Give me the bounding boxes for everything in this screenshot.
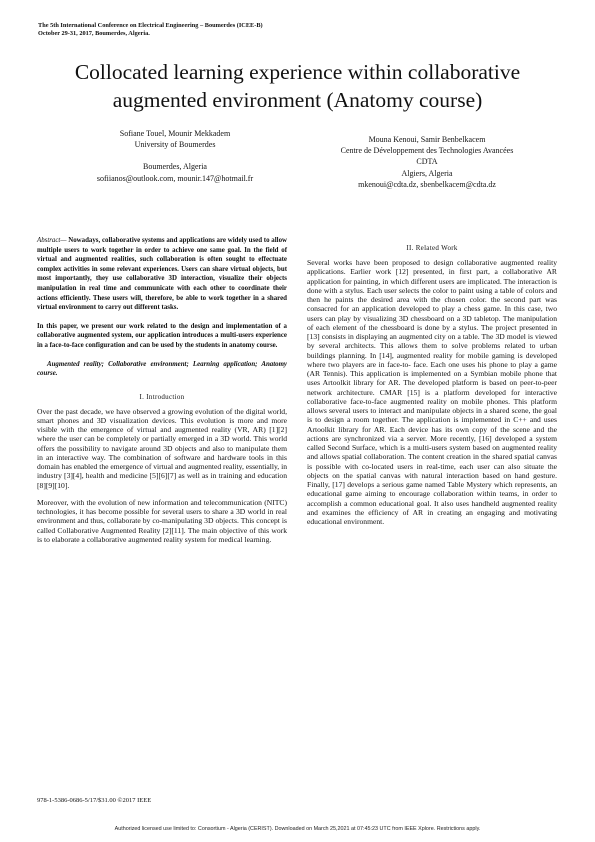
author-names: Sofiane Touel, Mounir Mekkadem [119, 129, 231, 138]
author-emails: mkenoui@cdta.dz, sbenbelkacem@cdta.dz [358, 179, 496, 189]
section-heading-introduction: I. Introduction [139, 392, 185, 401]
author-affiliation: University of Boumerdes [134, 140, 216, 150]
right-column [307, 244, 557, 534]
conference-dates: October 29-31, 2017, Boumerdes, Algeria. [38, 30, 150, 37]
left-column [37, 236, 287, 552]
author-org: CDTA [416, 157, 438, 167]
abstract [37, 236, 287, 313]
intro-paragraph-1: Over the past decade, we have observed a growing evolution of the digital world, smart phones and 3D visualization devices. This evolution is more and more visible with the emergence of virtual and augmented reality (VR, AR) [1][2] where the user can be completely or partially emerged in a 3D world. This world offers the possibility to navigate around 3D objects and also to manipulate them in an interactive way. The combination of software and hardware tools in this domain has enabled the emergence of virtual and augmented reality, essentially, in industry [3][4], health and medicine [5][6][7] as well as in training and education [8][9][10]. [37, 406, 288, 490]
author-affiliation: Centre de Développement des Technologies Avancées [340, 146, 514, 156]
title-line-2: augmented environment (Anatomy course) [112, 88, 483, 112]
license-notice: Authorized licensed use limited to: Consortium - Algeria (CERIST). Downloaded on March 25,2021 at 07:45:23 UTC from IEEE Xplore. Restrictions apply. [114, 826, 481, 832]
paper-title [40, 58, 555, 114]
copyright-line: 978-1-5386-0686-5/17/$31.00 ©2017 IEEE [37, 797, 152, 804]
title-line-1: Collocated learning experience within collaborative [74, 60, 521, 84]
intro-paragraph-2: Moreover, with the evolution of new information and telecommunication (NITC) technologies, it has become possible for several users to share a 3D world in real environment and thus, collaborate by co-manipulating 3D objects. This concept is called Collaborative Augmented Reality [2][11]. The main objective of this work is to elaborate a collaborative augmented reality system for medical learning. [37, 497, 287, 544]
author-block-left [60, 128, 290, 184]
section-heading-related-work: II. Related Work [406, 244, 458, 252]
conference-name: The 5th International Conference on Electrical Engineering – Boumerdes (ICEE-B) [38, 22, 263, 29]
author-block-right [312, 134, 542, 190]
keywords: Augmented reality; Collaborative environment; Learning application; Anatomy course. [37, 360, 287, 378]
abstract-lead: Abstract— [37, 237, 67, 244]
author-emails: sofiianos@outlook.com, mounir.147@hotmail.fr [96, 173, 254, 183]
abstract-paragraph-2: In this paper, we present our work related to the design and implementation of a collaborative augmented system, our application introduces a multi-users experience in a face-to-face configuration and can be used by the students in anatomy course. [37, 322, 287, 349]
author-location: Boumerdes, Algeria [143, 162, 207, 172]
author-names: Mouna Kenoui, Samir Benbelkacem [368, 135, 486, 144]
related-work-paragraph: Several works have been proposed to design collaborative augmented reality applications. Earlier work [12] presented, in first part, a collaborative AR application for painting, in which different users are implicated. The interaction is done with a stylus. Each user selects the color to paint using a table of colors and then he paints the desired area with the chosen color. the second part was consacred for an application developed to play a chess game. In this case, two users can play by visualizing 3D chessboard on a 3D tabletop. The manipulation of each element of the chessboard is done by a stylus. The project presented in [13] consists in displaying an augmented city on a table. The 3D model is viewed by several architects. This allows them to solve problems related to urban buildings planning. In [14], augmented reality for mobile gaming is developed where two players are in face-to- face. Each one uses his phone to play a game (AR Tennis). This application is implemented on a Symbian mobile phone that uses Artoolkit library for AR. The developed platform is based on peer-to-peer network architecture. CMAR [15] is a platform developed for interactive collaborative face-to-face augmented reality on mobile phones. This platform allows several users to interact and manipulate objects in a shared scene, the goal is to design a room together. The application is implemented in C++ and uses Artoolkit library for AR. Each device has its own copy of the scene and the actions are synchronized via a server. More recently, [16] developed a system called Second Surface, which is a multi-users system based on augmented reality and allows spatial collaboration. The content creation in the shared spatial canvas is possible with co-located users in real-time, each user can also situate the objects on the spatial canvas with natural interaction based on hand gesture. Finally, [17] develops a serious game named Table Mystery which represents, an educational game aiming to encourage collaboration within teams, in order to accomplish a common educational goal. It also uses handheld augmented reality and examines the efficiency of AR in creating an engaging and motivating educational environment. [307, 258, 557, 526]
author-location: Algiers, Algeria [401, 168, 453, 178]
abstract-text: Nowadays, collaborative systems and applications are widely used to allow multiple users to work together in order to achieve one same goal. In the field of virtual and augmented realities, such collaboration is often sought to effectuate complex activities in some relevant experiences. Users can share virtual objects, but most importantly, they use collaborative 3D interaction, visualize their objects manipulation in real time and communicate with each other to coordinate their actions efficiently. These users will, therefore, be able to work together in a shared virtual environment to carry out different tasks. [37, 237, 287, 312]
conference-header [38, 22, 263, 38]
